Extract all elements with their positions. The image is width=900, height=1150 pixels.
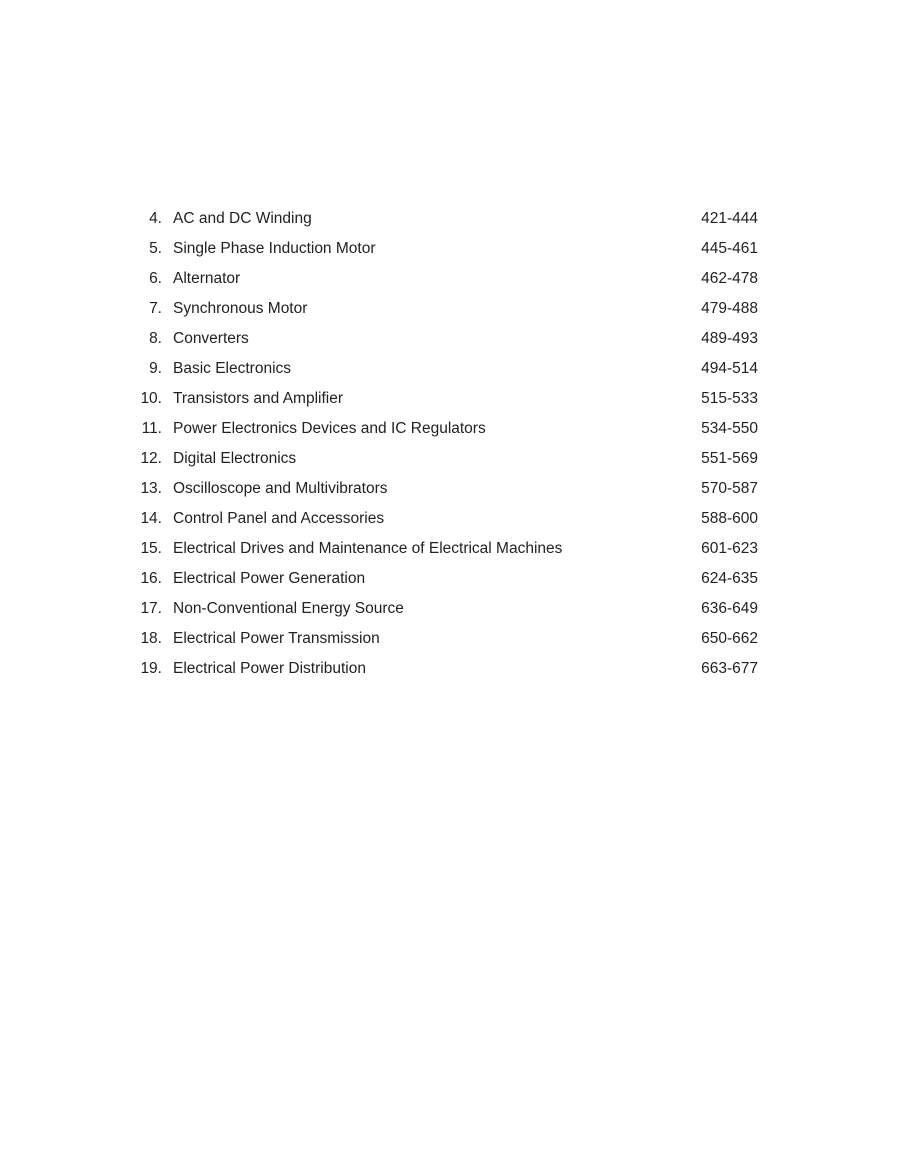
toc-entry[interactable] <box>130 534 760 564</box>
chapter-number: 16. <box>140 570 162 587</box>
toc-entry[interactable] <box>130 474 760 504</box>
page-range: 624-635 <box>701 570 758 587</box>
chapter-title: Control Panel and Accessories <box>173 510 385 527</box>
toc-entry[interactable] <box>130 354 760 384</box>
toc-entry[interactable] <box>130 294 760 324</box>
chapter-title: Oscilloscope and Multivibrators <box>173 480 388 497</box>
chapter-number: 7. <box>149 300 162 317</box>
page-range: 494-514 <box>701 360 758 377</box>
table-of-contents <box>130 204 760 684</box>
page-range: 588-600 <box>701 510 758 527</box>
chapter-number: 17. <box>140 600 162 617</box>
chapter-title: Basic Electronics <box>173 360 292 377</box>
chapter-number: 13. <box>140 480 162 497</box>
chapter-number: 14. <box>140 510 162 527</box>
toc-entry[interactable] <box>130 564 760 594</box>
toc-entry[interactable] <box>130 324 760 354</box>
chapter-number: 18. <box>140 630 162 647</box>
toc-entry[interactable] <box>130 384 760 414</box>
chapter-title: Synchronous Motor <box>173 300 308 317</box>
chapter-number: 11. <box>141 420 162 437</box>
page-range: 570-587 <box>701 480 758 497</box>
toc-entry[interactable] <box>130 414 760 444</box>
toc-entry[interactable] <box>130 234 760 264</box>
chapter-title: Power Electronics Devices and IC Regulators <box>173 420 486 437</box>
page-range: 534-550 <box>701 420 758 437</box>
chapter-number: 10. <box>140 390 162 407</box>
toc-entry[interactable] <box>130 504 760 534</box>
chapter-title: Electrical Power Generation <box>173 570 366 587</box>
toc-entry[interactable] <box>130 624 760 654</box>
page-range: 462-478 <box>701 270 758 287</box>
page-range: 515-533 <box>701 390 758 407</box>
chapter-title: Transistors and Amplifier <box>173 390 343 407</box>
toc-entry[interactable] <box>130 594 760 624</box>
page-range: 601-623 <box>701 540 758 557</box>
chapter-title: Electrical Power Transmission <box>173 630 380 647</box>
chapter-number: 5. <box>149 240 162 257</box>
page-range: 489-493 <box>701 330 758 347</box>
chapter-title: Electrical Power Distribution <box>173 660 366 677</box>
chapter-title: Single Phase Induction Motor <box>173 240 376 257</box>
chapter-number: 6. <box>149 270 162 287</box>
toc-entry[interactable] <box>130 204 760 234</box>
chapter-title: AC and DC Winding <box>173 210 312 227</box>
page-range: 479-488 <box>701 300 758 317</box>
page-range: 650-662 <box>701 630 758 647</box>
chapter-number: 19. <box>140 660 162 677</box>
toc-entry[interactable] <box>130 444 760 474</box>
page-range: 551-569 <box>701 450 758 467</box>
page-range: 421-444 <box>701 210 758 227</box>
toc-entry[interactable] <box>130 654 760 684</box>
chapter-number: 4. <box>149 210 162 227</box>
chapter-number: 9. <box>149 360 162 377</box>
chapter-number: 8. <box>149 330 162 347</box>
chapter-title: Converters <box>173 330 249 347</box>
page-range: 445-461 <box>701 240 758 257</box>
chapter-number: 12. <box>140 450 162 467</box>
page-range: 636-649 <box>701 600 758 617</box>
chapter-title: Electrical Drives and Maintenance of Electrical Machines <box>173 540 563 557</box>
toc-entry[interactable] <box>130 264 760 294</box>
chapter-title: Digital Electronics <box>173 450 297 467</box>
chapter-title: Alternator <box>173 270 241 287</box>
chapter-title: Non-Conventional Energy Source <box>173 600 404 617</box>
page-range: 663-677 <box>701 660 758 677</box>
chapter-number: 15. <box>140 540 162 557</box>
